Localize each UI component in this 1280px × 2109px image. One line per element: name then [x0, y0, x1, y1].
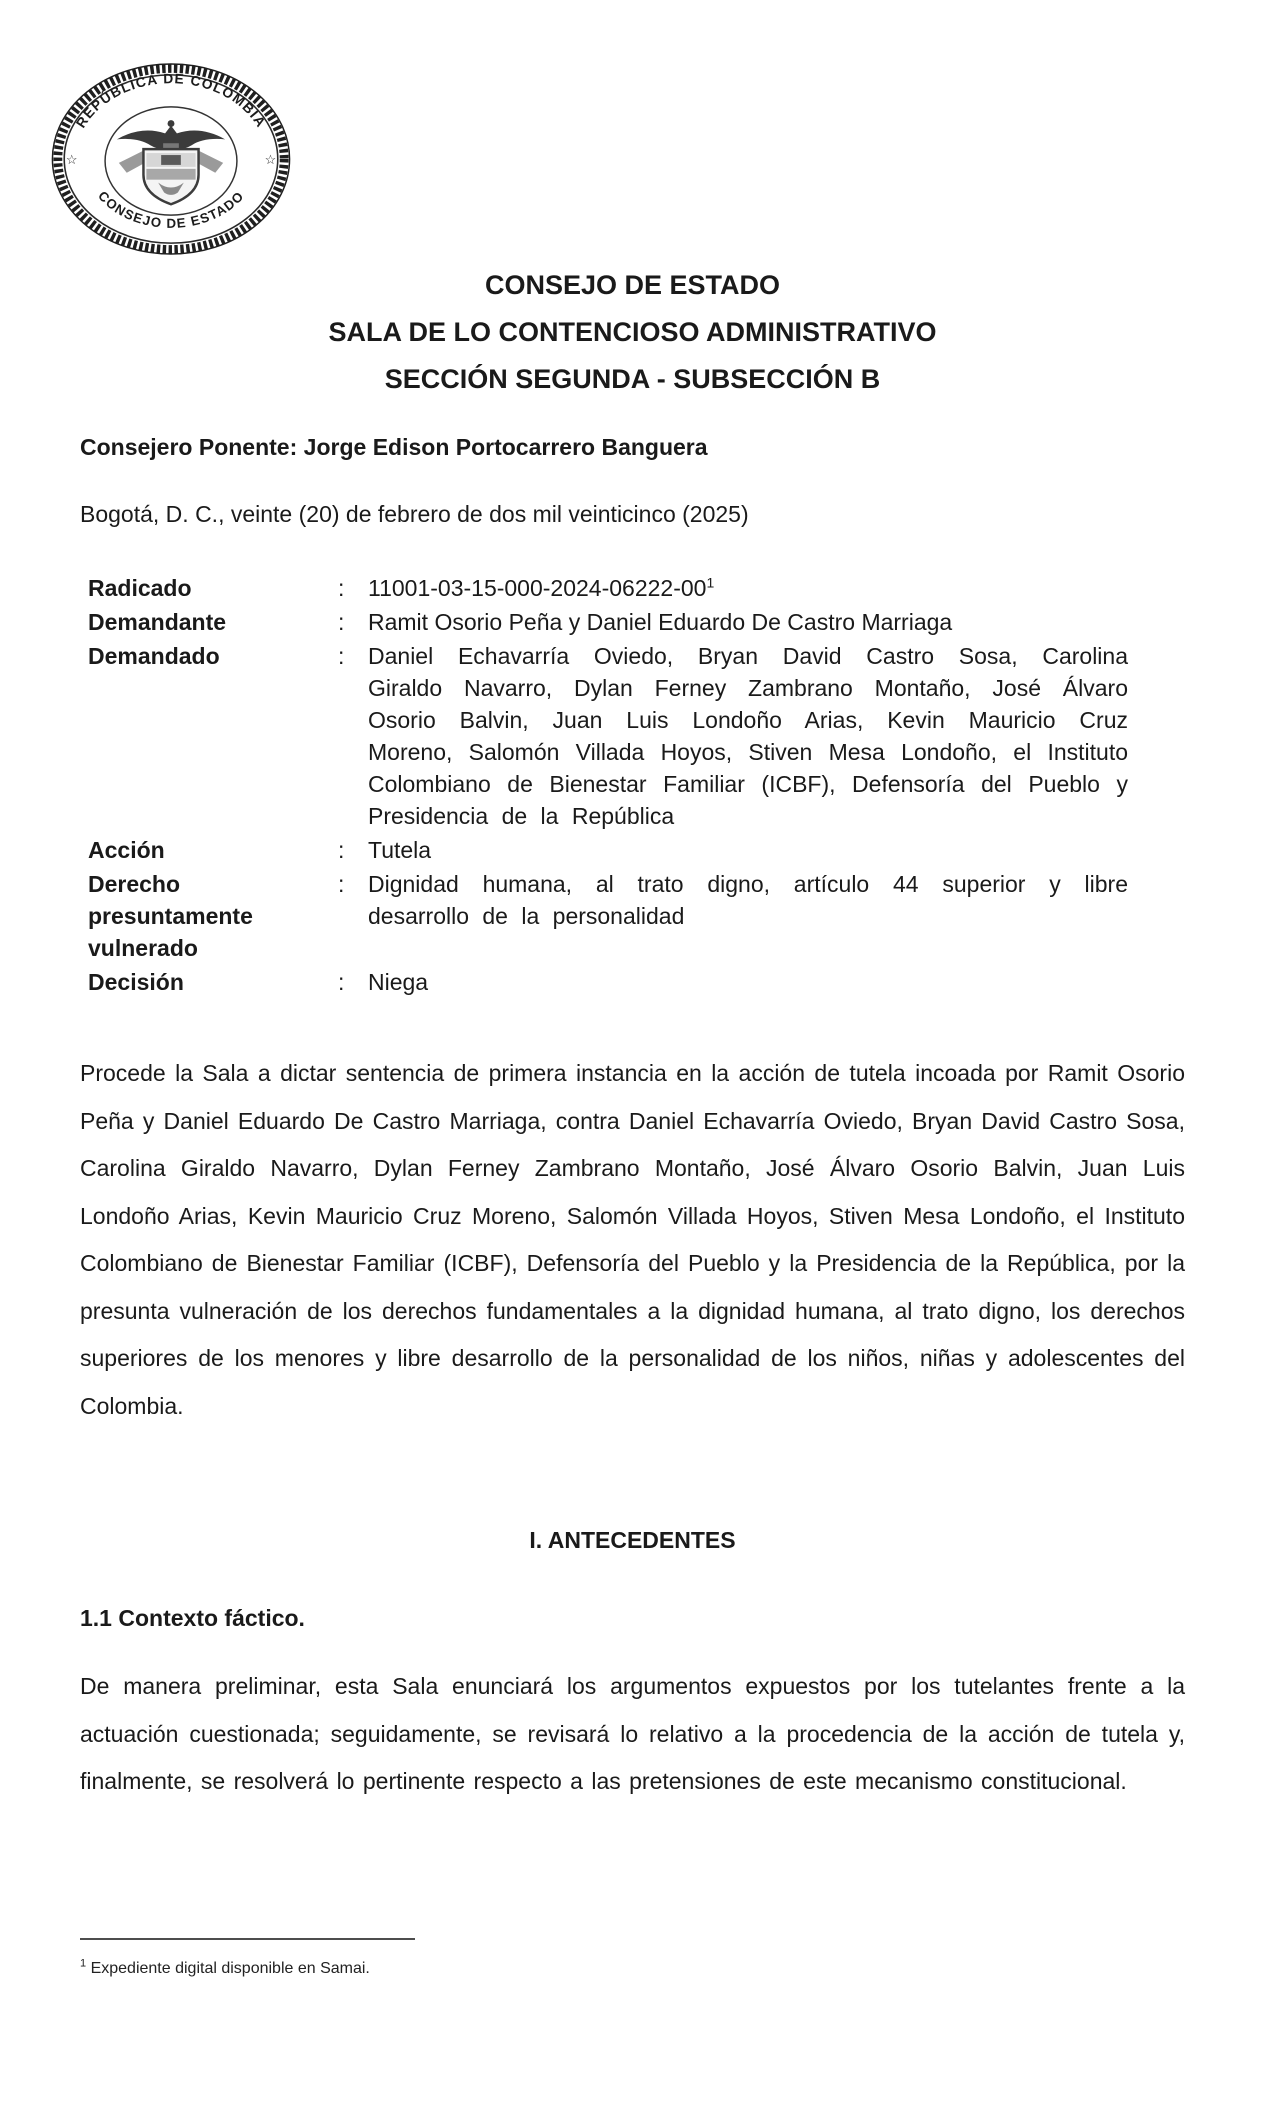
case-value-decision: Niega [368, 969, 429, 995]
ponente-name: Jorge Edison Portocarrero Banguera [303, 434, 708, 460]
footnote-divider [80, 1938, 415, 1940]
case-label-accion: Acción [88, 837, 165, 863]
consejo-de-estado-seal [48, 60, 294, 258]
ponente-label: Consejero Ponente [80, 434, 290, 460]
footnote-marker: 1 [80, 1957, 87, 1970]
colon-separator: : [338, 871, 345, 897]
star-icon: ☆ [65, 151, 78, 167]
condor-coat-of-arms-icon [117, 120, 225, 204]
case-summary-table [88, 572, 1128, 998]
case-label-derecho-vulnerado: Derecho presuntamente vulnerado [88, 871, 253, 961]
case-value-derecho-vulnerado: Dignidad humana, al trato digno, artículo 44 superior y libre desarrollo de la personalidad [368, 871, 1128, 929]
case-label-radicado: Radicado [88, 575, 192, 601]
colon-separator: : [338, 575, 345, 601]
ponente-separator: : [289, 434, 304, 460]
court-title-line2: SALA DE LO CONTENCIOSO ADMINISTRATIVO [328, 317, 937, 347]
seal-icon [48, 60, 294, 258]
footnote [80, 1958, 1185, 1980]
seal-bottom-text: CONSEJO DE ESTADO [95, 188, 247, 231]
intro-paragraph: Procede la Sala a dictar sentencia de primera instancia en la acción de tutela incoada por Ramit Osorio Peña y Daniel Eduardo De Castro Marriaga, contra Daniel Echavarría Oviedo, Bryan David Castro Sosa, Carolina Giraldo Navarro, Dylan Ferney Zambrano Montaño, José Álvaro Osorio Balvin, Juan Luis Londoño Arias, Kevin Mauricio Cruz Moreno, Salomón Villada Hoyos, Stiven Mesa Londoño, el Instituto Colombiano de Bienestar Familiar (ICBF), Defensoría del Pueblo y la Presidencia de la República, por la presunta vulneración de los derechos fundamentales a la dignidad humana, al trato digno, los derechos superiores de los menores y libre desarrollo de la personalidad de los niños, niñas y adolescentes del Colombia. [80, 1060, 1185, 1419]
dateline: Bogotá, D. C., veinte (20) de febrero de dos mil veinticinco (2025) [80, 501, 749, 527]
subsection-heading-contexto-factico: 1.1 Contexto fáctico. [80, 1605, 305, 1631]
footnote-text: Expediente digital disponible en Samai. [90, 1960, 370, 1977]
colon-separator: : [338, 969, 345, 995]
radicado-number: 11001-03-15-000-2024-06222-00 [368, 575, 707, 601]
case-value-accion: Tutela [368, 837, 432, 863]
colon-separator: : [338, 643, 345, 669]
case-label-demandado: Demandado [88, 643, 220, 669]
star-icon: ☆ [264, 151, 277, 167]
case-label-demandante: Demandante [88, 609, 227, 635]
court-title-line3: SECCIÓN SEGUNDA - SUBSECCIÓN B [384, 364, 881, 394]
case-value-demandante: Ramit Osorio Peña y Daniel Eduardo De Castro Marriaga [368, 609, 953, 635]
consejero-ponente-line [80, 433, 1185, 461]
seal-top-text: REPÚBLICA DE COLOMBIA [73, 71, 269, 131]
case-value-demandado: Daniel Echavarría Oviedo, Bryan David Castro Sosa, Carolina Giraldo Navarro, Dylan Ferney Zambrano Montaño, José Álvaro Osorio Balvin, Juan Luis Londoño Arias, Kevin Mauricio Cruz Moreno, Salomón Villada Hoyos, Stiven Mesa Londoño, el Instituto Colombiano de Bienestar Familiar (ICBF), Defensoría del Pueblo y Presidencia de la República [368, 643, 1128, 829]
court-title-line1: CONSEJO DE ESTADO [484, 270, 781, 300]
colon-separator: : [338, 837, 345, 863]
section-heading-antecedentes: I. ANTECEDENTES [529, 1527, 736, 1553]
preliminary-paragraph: De manera preliminar, esta Sala enunciará los argumentos expuestos por los tutelantes frente a la actuación cuestionada; seguidamente, se revisará lo relativo a la procedencia de la acción de tutela y, finalmente, se resolverá lo pertinente respecto a las pretensiones de este mecanismo constitucional. [80, 1673, 1185, 1794]
colon-separator: : [338, 609, 345, 635]
footnote-reference-marker: 1 [706, 574, 715, 591]
case-value-radicado [368, 572, 1128, 604]
case-label-decision: Decisión [88, 969, 184, 995]
